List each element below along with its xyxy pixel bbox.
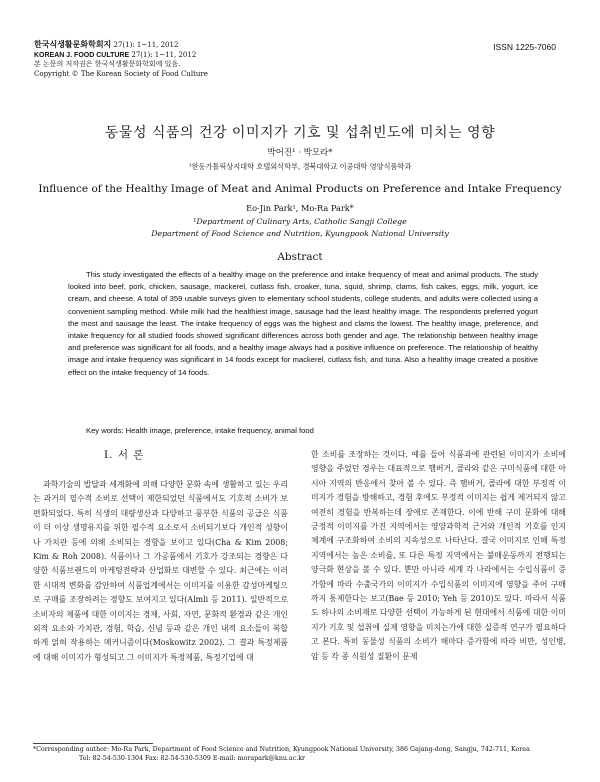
keywords: Key words: Health image, preference, intake frequency, animal food	[86, 426, 314, 435]
abstract-heading: Abstract	[277, 251, 323, 263]
affiliation-english-1: ¹Department of Culinary Arts, Catholic Sangji College	[193, 217, 407, 226]
title-korean: 동물성 식품의 건강 이미지가 기호 및 섭취빈도에 미치는 영향	[104, 125, 496, 141]
journal-name-kr: 한국식생활문화학회지	[34, 39, 112, 49]
footnote-contact: Tel: 82-54-530-1304 Fax: 82-54-530-5309 E-mail: morapark@knu.ac.kr	[79, 755, 306, 762]
journal-volume-en: 27(1): 1~11, 2012	[131, 50, 197, 59]
copyright-kr: 본 논문의 저작권은 한국식생활문화학회에 있음.	[34, 60, 181, 68]
footnote	[33, 745, 530, 763]
title-english: Influence of the Healthy Image of Meat and Animal Products on Preference and Intake Frequency	[38, 183, 562, 195]
footnote-divider	[33, 743, 153, 744]
body-column-right: 한 소비를 조장하는 것이다. 예를 들어 식품과에 관련된 이미지가 소비에 영향을 주었던 경우는 대표적으로 햄버거, 콜라와 같은 구미식품에 대한 아시아 지역의 반응에서 찾아 볼 수 있다. 즉 햄버거, 콜라에 대한 부정적 이미지가 경험을 방해하고, 경험 후에도 부정적 이미지는 쉽게 제거되지 않고 여전히 경험을 반복하는데 장애로 존재한다. 이에 반해 구미 문화에 대해 긍정적 이미지를 가진 지역에서는 영양과학적 근거와 개인적 기호를 인지체계에 구조화하여 소비의 지속성으로 나타난다. 결국 이미지로 인해 특정 지역에서는 높은 소비를, 또 다른 특정 지역에서는 불매운동까지 전행되는 양극화 현상을 볼 수 있다. 뿐만 아니라 세계 각 나라에서는 수입식품이 증가함에 따라 수출국가의 이미지가 수입식품의 이미지에 영향을 주어 구매까지 통제한다는 보고(Bae 등 2010; Yeh 등 2010)도 있다. 따라서 식품도 하나의 소비재로 다양한 선택이 가능하게 된 현대에서 식품에 대한 이미지가 기호 및 섭취에 실제 영향을 미치는가에 대한 실증적 연구가 필요하다고 본다. 특히 동물성 식품의 소비가 해마다 증가함에 따라 비만, 성인병, 암 등 각 종 식원성 질환이 문제	[311, 450, 566, 661]
authors-korean: 박어진¹ · 박모라*	[267, 148, 333, 158]
abstract-text: This study investigated the effects of a healthy image on the preference and intake frequency of meat and animal products. The study looked into beef, pork, chicken, sausage, mackerel, cutlass fish, croaker, tuna, squid, shrimp, clams, fish cakes, eggs, milk, yogurt, ice cream, and cheese. A total of 359 usable surveys given to elementary school students, college students, and adults were collected using a convenient sampling method. While milk had the healthiest image, sausage had the least healthy image. The respondents preferred yogurt the most and sausage the least. The intake frequency of eggs was the highest and clams the lowest. The healthy image, preference, and intake frequency for all studied foods showed significant differences across both gender and age. The relationship between healthy image and preference was significant for all foods, and a healthy image always had a positive influence on preference. The relationship of healthy image and intake frequency was significant in 14 foods except for mackerel, cutlass fish, and tuna. Also a healthy image created a positive effect on the intake frequency of 14 foods.	[68, 270, 538, 377]
journal-volume-kr: 27(1): 1~11, 2012	[113, 41, 179, 49]
authors-english: Eo-Jin Park¹, Mo-Ra Park*	[246, 203, 354, 213]
journal-name-en: KOREAN J. FOOD CULTURE	[34, 51, 130, 59]
affiliation-korean: ¹한동가톨릭상지대학 호텔외식학부, 경북대학교 이공대학 영양식품학과	[188, 162, 412, 171]
issn: ISSN 1225-7060	[493, 42, 556, 52]
copyright-en: Copyright © The Korean Society of Food Culture	[34, 69, 208, 78]
section-heading-introduction: I. 서 론	[104, 449, 145, 461]
affiliation-english-2: Department of Food Science and Nutrition, Kyungpook National University	[151, 229, 449, 238]
footnote-corresponding-author: *Corresponding author: Mo-Ra Park, Department of Food Science and Nutrition, Kyungpook National University, 386 Gajang-dong, Sangju, 742-711, Korea	[33, 746, 530, 753]
journal-header	[34, 40, 208, 79]
body-column-left: 과학기술의 발달과 세계화에 의해 다양한 문화 속에 생활하고 있는 우리는 과거의 필수적 소비로 선택이 제한되었던 식품에서도 기호적 소비가 보편화되었다. 특히 식생의 대량생산과 다양하고 풍부한 식품의 공급은 식품이 더 이상 생명유지를 위한 필수적 요소로서 소비되기보다 개인적 성향이나 가치관 등에 의해 소비되는 경향을 보이고 있다(Cha & Kim 2008; Kim & Roh 2008). 식품이나 그 가공품에서 기호가 강조되는 경향은 다양한 식품브랜드의 마케팅전략과 산업화로 대변할 수 있다. 최근에는 이러한 시대적 변화를 감안하여 식품업계에서는 이미지를 이용한 감성마케팅으로 구매를 조장하려는 경향도 보여지고 있다(Almli 등 2011). 일반적으로 소비자의 제품에 대한 이미지는 경제, 사회, 자연, 문화적 환경과 같은 개인 외적 요소와 가치관, 경험, 학습, 신념 등과 같은 개인 내적 요소들이 복합하게 얽혀 작용하는 메커니즘이다(Moskowitz 2002). 그 결과 특정제품에 대해 이미지가 형성되고 그 이미지가 특정제품, 특정기업에 대	[33, 480, 288, 662]
